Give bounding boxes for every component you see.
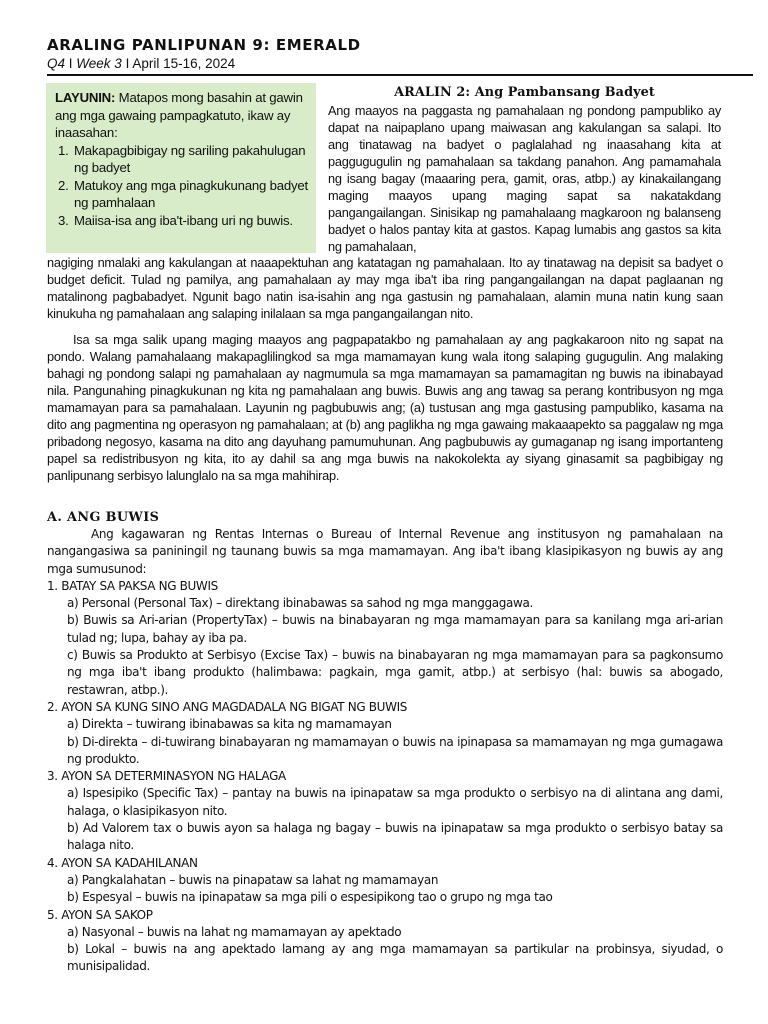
objectives-lead xyxy=(55,89,308,142)
category-item: a) Nasyonal – buwis na lahat ng mamamayan ay apektado xyxy=(67,924,402,939)
objectives-label: LAYUNIN: xyxy=(55,90,116,105)
category-item: b) Ad Valorem tax o buwis ayon sa halaga ng bagay – buwis na ipinapataw sa mga produkto o serbisyo batay sa halaga nito. xyxy=(67,821,723,853)
section-a-body xyxy=(47,526,723,976)
week-label: Week 3 xyxy=(76,56,122,71)
section-a-title: A. ANG BUWIS xyxy=(47,510,160,525)
category-item: b) Buwis sa Ari-arian (PropertyTax) – buwis na binabayaran ng mga mamamayan para sa kanilang mga ari-arian tulad ng; lupa, bahay ay iba pa. xyxy=(67,613,723,645)
meta-separator: I xyxy=(121,56,133,71)
lesson-title: ARALIN 2: Ang Pambansang Badyet xyxy=(394,85,655,100)
quarter-label: Q4 xyxy=(47,56,66,71)
category-item: a) Pangkalahatan – buwis na pinapataw sa lahat ng mamamayan xyxy=(67,872,439,887)
category-item: a) Personal (Personal Tax) – direktang ibinabawas sa sahod ng mga manggagawa. xyxy=(67,596,533,611)
page-header xyxy=(47,36,753,76)
category-item: c) Buwis sa Produkto at Serbisyo (Excise Tax) – buwis na binabayaran ng mga mamamayan para sa pagkonsumo ng mga iba't ibang produkto (halimbawa: pagkain, mga gamit, atbp.) at serbisyo (hal: buwis sa abogado, restawran, atbp.). xyxy=(67,648,723,697)
category-item: b) Espesyal – buwis na ipinapataw sa mga pili o espesipikong tao o grupo ng mga tao xyxy=(67,890,553,905)
category-heading: 5. AYON SA SAKOP xyxy=(47,907,153,922)
category-heading: 2. AYON SA KUNG SINO ANG MAGDADALA NG BIGAT NG BUWIS xyxy=(47,699,408,714)
category-item: a) Ispesipiko (Specific Tax) – pantay na buwis na ipinapataw sa mga produkto o serbisyo na di alintana ang dami, halaga, o klasipikasyon nito. xyxy=(67,786,723,818)
objectives-list xyxy=(55,142,308,230)
header-rule xyxy=(47,74,753,76)
objectives-intro: Matapos mong basahin at gawin ang mga gawaing pampagkatuto, ikaw ay inaasahan: xyxy=(55,90,303,140)
lesson-intro-column xyxy=(328,84,721,255)
objective-item: 1. Makapagbibigay ng sariling pakahulugan ng badyet xyxy=(72,142,308,177)
subject-title: ARALING PANLIPUNAN 9: EMERALD xyxy=(47,36,361,54)
category-heading: 3. AYON SA DETERMINASYON NG HALAGA xyxy=(47,769,286,784)
paragraph-buwis-overview: Isa sa mga salik upang maging maayos ang pagpapatakbo ng pamahalaan ay ang pagkakaroon nito ng sapat na pondo. Walang pamahalaang makapaglilingkod sa mga mamamayan kung wala itong salaping gugugulin. Ang malaking bahagi ng pondong salapi ng pamahalaan ay nagmumula sa mga mamamayan sa pamamagitan ng buwis na ibinabayad nila. Pangunahing pinagkukunan ng kita ng pamahalaan ang buwis. Buwis ang ang tawag sa perang kontribusyon ng mga mamamayan para sa pamahalaan. Layunin ng pagbubuwis ang; (a) tustusan ang mga gastusing pampubliko, kasama na dito ang pagmentina ng operasyon ng pamahalaan; at (b) ang paglikha ng mga gawaing makaaapekto sa paggalaw ng mga pribadong negosyo, kasama na dito ang dayuhang pamumuhunan. Ang pagbubuwis ay gumaganap ng isang importanteng papel sa redistribusyon ng kita, ito ay dahil sa ang mga buwis na nakokolekta ay siyang ginasamit sa pagbibigay ng panlipunang serbisyo lalunglalo na sa mga mahihirap. xyxy=(47,332,723,483)
category-heading: 4. AYON SA KADAHILANAN xyxy=(47,855,198,870)
category-item: b) Lokal – buwis na ang apektado lamang ay ang mga mamamayan sa partikular na probinsya, siyudad, o munisipalidad. xyxy=(67,942,723,974)
category-item: b) Di-direkta – di-tuwirang binabayaran ng mamamayan o buwis na ipinapasa sa mamamayan ng mga gumagawa ng produkto. xyxy=(67,734,723,766)
date-label: April 15-16, 2024 xyxy=(132,56,236,71)
meta-separator: I xyxy=(65,56,77,71)
header-meta xyxy=(47,55,753,72)
category-item: a) Direkta – tuwirang ibinabawas sa kita ng mamamayan xyxy=(67,717,392,732)
objective-item: 2. Matukoy ang mga pinagkukunang badyet ng pamhalaan xyxy=(72,177,308,212)
objectives-box xyxy=(46,83,316,253)
section-a-intro: Ang kagawaran ng Rentas Internas o Bureau of Internal Revenue ang institusyon ng pamahalaan na nangangasiwa sa paniningil ng taunang buwis sa mga mamamayan. Ang iba't ibang klasipikasyon ng buwis ay ang mga sumusunod: xyxy=(47,527,723,576)
paragraph-continuation: nagiging nmalaki ang kakulangan at naaapektuhan ang katatagan ng pamahalaan. Ito ay tinatawag na depisit sa badyet o budget deficit. Tulad ng pamilya, ang pamahalaan ay may mga iba't iba ring pangangailangan na dapat paglaanan ng matalinong pagbabadyet. Ngunit bago natin isa-isahin ang nga gastusin ng pamahalaan, alamin muna natin kung saan kinukuha ng pamahalaan ang salaping inilalaan sa mga pangangailangan nito. xyxy=(47,255,723,321)
objective-item: 3. Maiisa-isa ang iba't-ibang uri ng buwis. xyxy=(72,212,308,230)
category-heading: 1. BATAY SA PAKSA NG BUWIS xyxy=(47,578,218,593)
lesson-intro-text: Ang maayos na paggasta ng pamahalaan ng pondong pampubliko ay dapat na naipaplano upang maiwasan ang kakulangan sa salapi. Ito ang tinatawag na badyet o paglalahad ng inaasahang kita at paggugugulin ng pamahalaan sa takdang panahon. Ang pamamahala ng isang bagay (maaaring pera, gamit, oras, atbp.) ay kinakailangang maging maayos upang maging sapat sa nakatakdang pangangailangan. Sinisikap ng pamahalaang magkaroon ng balanseng badyet o halos pantay kita at gastos. Kapag lumabis ang gastos sa kita ng pamahalaan, xyxy=(328,103,721,254)
